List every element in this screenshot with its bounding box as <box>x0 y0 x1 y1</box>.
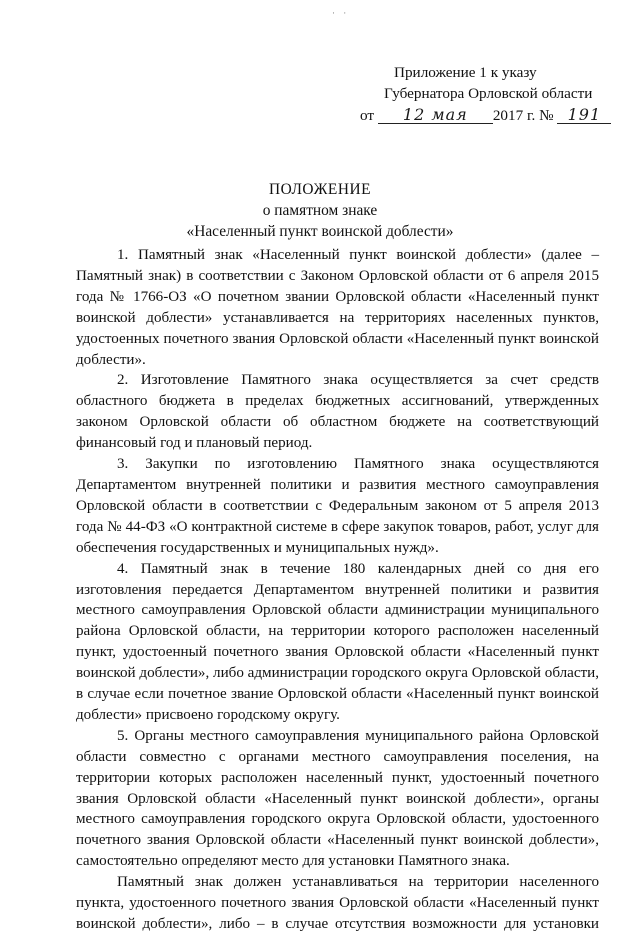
document-subtitle-1: о памятном знаке <box>262 202 378 219</box>
paragraph-1: 1. Памятный знак «Населенный пункт воинской доблести» (далее – Памятный знак) в соответствии с Законом Орловской области от 6 апреля 2015 года № 1766-ОЗ «О почетном звании Орловской области «Населенный пункт воинской доблести» устанавливается на территориях населенных пунктов, удостоенных почетного звания Орловской области «Населенный пункт воинской доблести». <box>76 247 599 368</box>
document-body <box>76 245 599 935</box>
handwritten-number: 191 <box>557 106 611 124</box>
appendix-line-1: Приложение 1 к указу <box>394 64 537 81</box>
paragraph-3: 3. Закупки по изготовлению Памятного знака осуществляются Департаментом внутренней политики и развития местного самоуправления Орловской области в соответствии с Федеральным законом от 5 апреля 2013 года № 44-ФЗ «О контрактной системе в сфере закупок товаров, работ, услуг для обеспечения государственных и муниципальных нужд». <box>76 456 599 556</box>
appendix-date-line <box>360 105 630 126</box>
scan-marks: · · <box>332 8 350 18</box>
document-heading <box>0 179 640 242</box>
handwritten-date: 12 мая <box>378 106 493 124</box>
appendix-block <box>360 62 630 126</box>
paragraph-2: 2. Изготовление Памятного знака осуществляется за счет средств областного бюджета в пределах бюджетных ассигнований, утвержденных законом Орловской области об областном бюджете на соответствующий финансовый год и плановый период. <box>76 372 599 452</box>
paragraph-5: 5. Органы местного самоуправления муниципального района Орловской области совместно с органами местного самоуправления поселения, на территории которых расположен населенный пункт, удостоенный почетного звания Орловской области «Населенный пункт воинской доблести», органы местного самоуправления городского округа Орловской области, удостоенного почетного звания Орловской области «Населенный пункт воинской доблести», самостоятельно определяют место для установки Памятного знака. <box>76 727 599 870</box>
paragraph-6: Памятный знак должен устанавливаться на территории населенного пункта, удостоенного почетного звания Орловской области «Населенный пункт воинской доблести», либо – в случае отсутствия возможности для установки <box>76 874 599 932</box>
document-title: ПОЛОЖЕНИЕ <box>269 181 371 198</box>
document-subtitle-2: «Населенный пункт воинской доблести» <box>186 223 454 240</box>
date-suffix: 2017 г. № <box>492 107 554 124</box>
paragraph-4: 4. Памятный знак в течение 180 календарных дней со дня его изготовления передается Департаментом внутренней политики и развития местного самоуправления Орловской области администрации муниципального района Орловской области, на территории которого расположен населенный пункт, удостоенный почетного звания Орловской области «Населенный пункт воинской доблести», либо администрации городского округа Орловской области, в случае если почетное звание Орловской области «Населенный пункт воинской доблести» присвоено городскому округу. <box>76 560 599 723</box>
date-prefix: от <box>360 107 375 124</box>
appendix-line-2: Губернатора Орловской области <box>384 85 593 102</box>
